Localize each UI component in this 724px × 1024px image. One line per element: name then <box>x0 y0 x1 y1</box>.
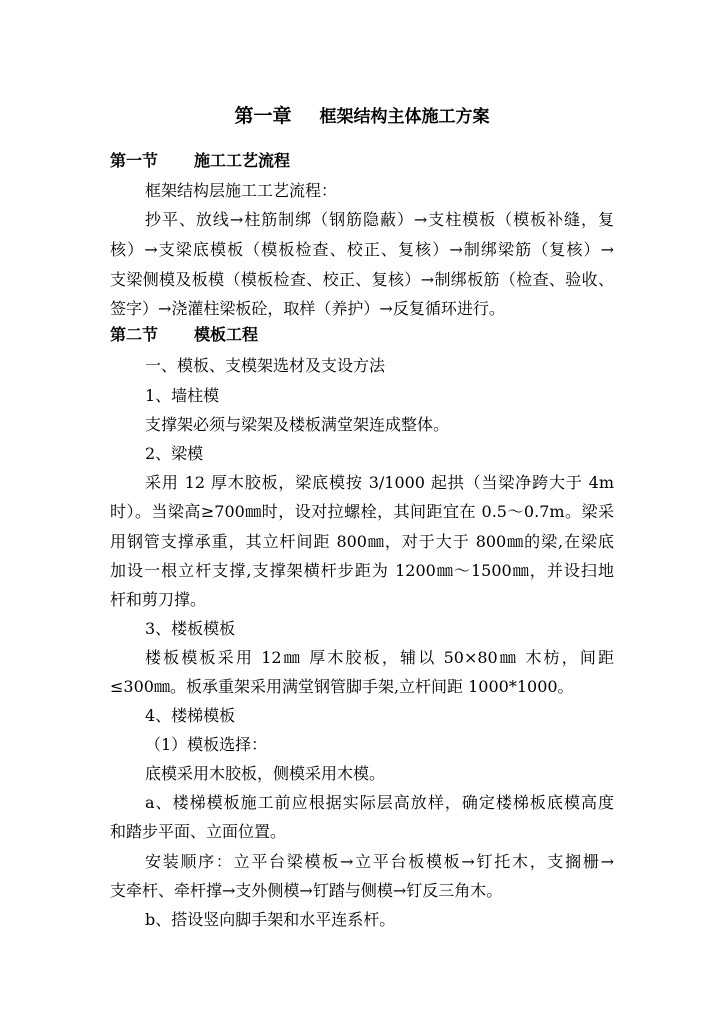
subheading: 2、梁模 <box>145 444 204 463</box>
chapter-title <box>0 104 724 129</box>
paragraph-line: 和踏步平面、立面位置。 <box>110 822 287 841</box>
section-title: 模板工程 <box>194 325 259 344</box>
subheading: 3、楼板模板 <box>145 619 236 638</box>
paragraph-line: 支撑架必须与梁架及楼板满堂架连成整体。 <box>145 415 450 434</box>
chapter-name: 框架结构主体施工方案 <box>319 107 490 127</box>
paragraph-line: 支牵杆、牵杆撑→支外侧模→钉踏与侧模→钉反三角木。 <box>110 881 503 900</box>
paragraph-line: b、搭设竖向脚手架和水平连系杆。 <box>145 910 396 929</box>
paragraph-line: 加设一根立杆支撑,支撑架横杆步距为 1200㎜～1500㎜，并设扫地 <box>110 561 614 580</box>
paragraph-line: 楼板模板采用 12㎜ 厚木胶板，辅以 50×80㎜ 木枋，间距 <box>145 648 614 667</box>
paragraph-line: ≤300㎜。板承重架采用满堂钢管脚手架,立杆间距 1000*1000。 <box>110 677 574 696</box>
subheading: 4、楼梯模板 <box>145 706 236 725</box>
section-heading <box>110 325 614 345</box>
paragraph-line: 时）。当梁高≥700㎜时，设对拉螺栓，其间距宜在 0.5～0.7m。梁采 <box>110 502 614 521</box>
paragraph-line: 底模采用木胶板，侧模采用木模。 <box>145 764 386 783</box>
paragraph-line: 签字）→浇灌柱梁板砼，取样（养护）→反复循环进行。 <box>110 299 505 318</box>
paragraph-line: 支梁侧模及板模（模板检查、校正、复核）→制绑板筋（检查、验收、 <box>110 270 614 289</box>
section-heading <box>110 151 614 171</box>
subheading: 1、墙柱模 <box>145 386 220 405</box>
chapter-number: 第一章 <box>234 105 292 127</box>
paragraph-line: 杆和剪刀撑。 <box>110 590 207 609</box>
section-number: 第一节 <box>110 151 159 170</box>
subheading: （1）模板选择： <box>145 735 268 754</box>
subheading: 一、模板、支模架选材及支设方法 <box>145 356 386 375</box>
paragraph-line: 核）→支梁底模板（模板检查、校正、复核）→制绑梁筋（复核）→ <box>110 240 614 259</box>
paragraph-line: 安装顺序：立平台梁模板→立平台板模板→钉托木，支搁栅→ <box>145 852 614 871</box>
paragraph-line: 抄平、放线→柱筋制绑（钢筋隐蔽）→支柱模板（模板补缝，复 <box>145 210 614 229</box>
section-number: 第二节 <box>110 325 159 344</box>
section-title: 施工工艺流程 <box>194 151 291 170</box>
paragraph-line: 采用 12 厚木胶板，梁底模按 3/1000 起拱（当梁净跨大于 4m <box>145 473 614 492</box>
paragraph-line: 框架结构层施工工艺流程： <box>145 181 338 200</box>
paragraph-line: a、楼梯模板施工前应根据实际层高放样，确定楼梯板底模高度 <box>145 793 614 812</box>
paragraph-line: 用钢管支撑承重，其立杆间距 800㎜，对于大于 800㎜的梁,在梁底 <box>110 532 614 551</box>
